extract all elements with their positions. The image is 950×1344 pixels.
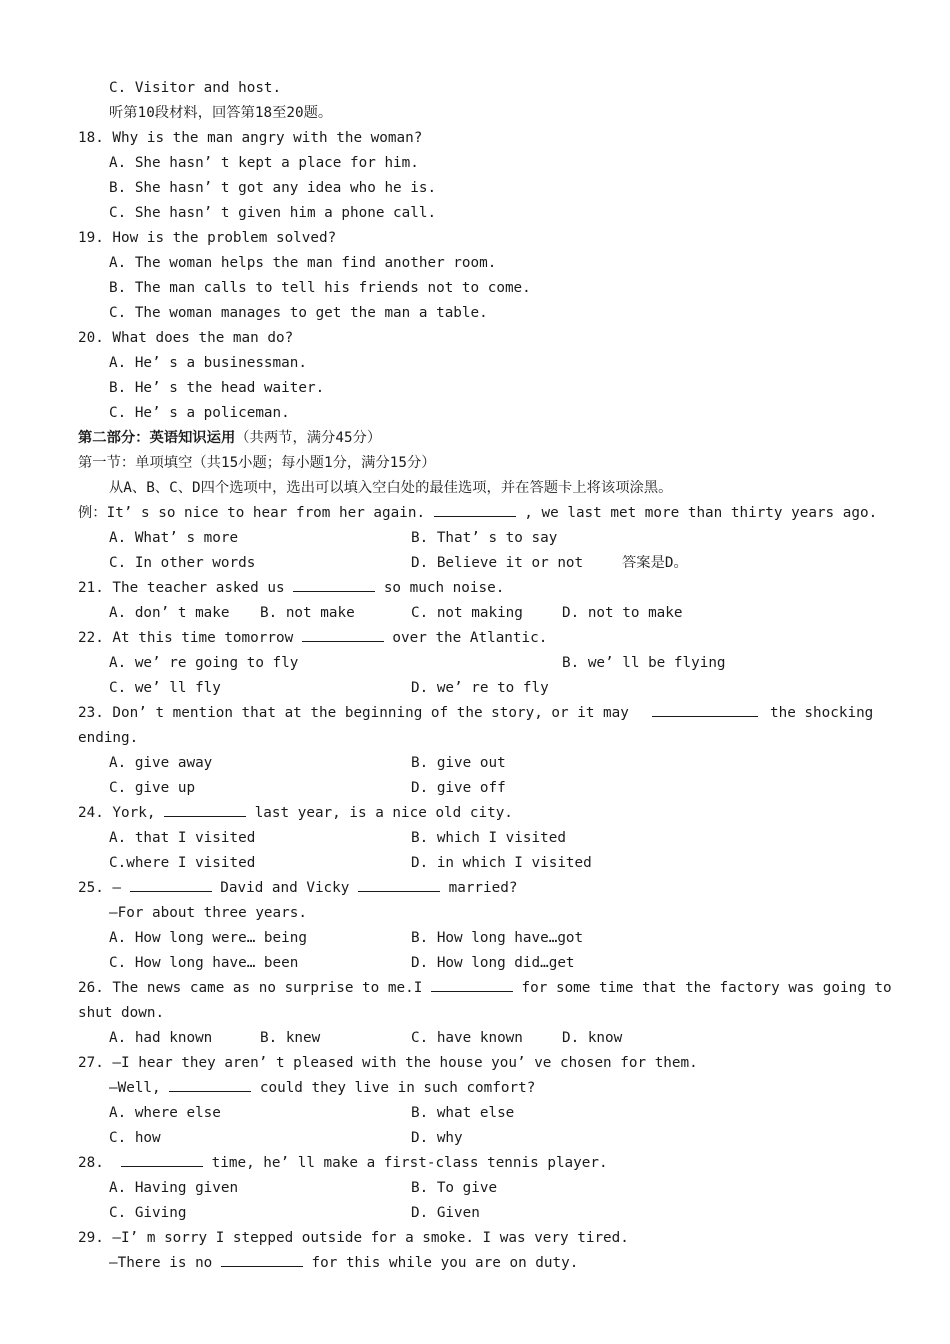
q26-stem-part1: 26. The news came as no surprise to me.I [78, 980, 423, 996]
q23-stem-part1: 23. Don’ t mention that at the beginning of the story, or it may [78, 705, 629, 721]
q24-stem-part2: last year, is a nice old city. [254, 805, 513, 821]
part-two-title: 第二部分：英语知识运用 [78, 430, 236, 446]
q19-option-b: B. The man calls to tell his friends not to come. [109, 280, 531, 296]
q25-reply: —For about three years. [109, 905, 307, 921]
q25-option-d: D. How long did…get [411, 955, 575, 971]
q21-stem-part1: 21. The teacher asked us [78, 580, 285, 596]
q21-option-b: B. not make [260, 605, 355, 621]
q27-option-d: D. why [411, 1130, 463, 1146]
part-two-header [78, 428, 381, 448]
example-stem [78, 503, 877, 523]
example-stem-part1: 例：It’ s so nice to hear from her again. [78, 505, 426, 521]
q27-option-b: B. what else [411, 1105, 515, 1121]
example-option-b: B. That’ s to say [411, 530, 558, 546]
q21-option-a: A. don’ t make [109, 605, 230, 621]
answer-blank [652, 703, 758, 717]
answer-blank [434, 503, 516, 517]
q24-stem [78, 803, 513, 823]
q19-stem: 19. How is the problem solved? [78, 230, 337, 246]
q22-stem-part1: 22. At this time tomorrow [78, 630, 294, 646]
answer-blank [130, 878, 212, 892]
section-one-header: 第一节：单项填空（共15小题；每小题1分，满分15分） [78, 455, 436, 471]
example-answer: 答案是D。 [622, 555, 688, 571]
answer-blank [431, 978, 513, 992]
q20-stem: 20. What does the man do? [78, 330, 294, 346]
q26-option-a: A. had known [109, 1030, 213, 1046]
q20-option-a: A. He’ s a businessman. [109, 355, 307, 371]
answer-blank [121, 1153, 203, 1167]
q23-option-d: D. give off [411, 780, 506, 796]
example-option-c: C. In other words [109, 555, 256, 571]
q25-stem-part3: married? [448, 880, 518, 896]
q28-stem [78, 1153, 608, 1173]
q24-option-c: C.where I visited [109, 855, 256, 871]
q25-option-b: B. How long have…got [411, 930, 584, 946]
q17-option-c: C. Visitor and host. [109, 80, 282, 96]
q26-stem-part2: for some time that the factory was going to [521, 980, 892, 996]
answer-blank [164, 803, 246, 817]
q24-option-a: A. that I visited [109, 830, 256, 846]
q22-option-c: C. we’ ll fly [109, 680, 221, 696]
q29-reply-part1: —There is no [109, 1255, 213, 1271]
q27-option-c: C. how [109, 1130, 161, 1146]
q25-stem-part1: 25. — [78, 880, 122, 896]
q27-reply-part1: —Well, [109, 1080, 161, 1096]
q19-option-c: C. The woman manages to get the man a table. [109, 305, 488, 321]
q20-option-c: C. He’ s a policeman. [109, 405, 290, 421]
q22-option-b: B. we’ ll be flying [562, 655, 726, 671]
q23-option-c: C. give up [109, 780, 196, 796]
q26-option-b: B. knew [260, 1030, 321, 1046]
q27-stem: 27. —I hear they aren’ t pleased with the house you’ ve chosen for them. [78, 1055, 698, 1071]
q23-stem [78, 703, 629, 723]
q28-stem-part1: 28. [78, 1155, 104, 1171]
q28-option-c: C. Giving [109, 1205, 187, 1221]
q23-stem-part3: ending. [78, 730, 139, 746]
q28-option-a: A. Having given [109, 1180, 239, 1196]
q21-stem [78, 578, 504, 598]
q23-stem-part2: the shocking [770, 705, 874, 721]
q22-stem-part2: over the Atlantic. [392, 630, 548, 646]
q26-option-d: D. know [562, 1030, 623, 1046]
q26-stem [78, 978, 892, 998]
q28-option-b: B. To give [411, 1180, 498, 1196]
q23-option-a: A. give away [109, 755, 213, 771]
q19-option-a: A. The woman helps the man find another room. [109, 255, 497, 271]
q26-option-c: C. have known [411, 1030, 523, 1046]
q24-option-d: D. in which I visited [411, 855, 592, 871]
example-option-d: D. Believe it or not [411, 555, 584, 571]
q23-option-b: B. give out [411, 755, 506, 771]
q22-option-d: D. we’ re to fly [411, 680, 549, 696]
q24-stem-part1: 24. York, [78, 805, 156, 821]
answer-blank [169, 1078, 251, 1092]
q18-option-c: C. She hasn’ t given him a phone call. [109, 205, 437, 221]
q18-option-a: A. She hasn’ t kept a place for him. [109, 155, 419, 171]
q21-stem-part2: so much noise. [383, 580, 505, 596]
part-two-score: （共两节，满分45分） [235, 430, 382, 446]
q28-option-d: D. Given [411, 1205, 480, 1221]
example-option-a: A. What’ s more [109, 530, 239, 546]
q23-blank-line [652, 703, 758, 723]
q25-option-c: C. How long have… been [109, 955, 299, 971]
answer-blank [358, 878, 440, 892]
q27-reply-part2: could they live in such comfort? [259, 1080, 536, 1096]
q29-stem: 29. —I’ m sorry I stepped outside for a smoke. I was very tired. [78, 1230, 629, 1246]
q29-reply-part2: for this while you are on duty. [311, 1255, 579, 1271]
answer-blank [302, 628, 384, 642]
example-stem-part2: , we last met more than thirty years ago. [524, 505, 878, 521]
listening-instruction: 听第10段材料，回答第18至20题。 [109, 105, 333, 121]
q18-option-b: B. She hasn’ t got any idea who he is. [109, 180, 437, 196]
q29-reply [109, 1253, 578, 1273]
q27-reply [109, 1078, 535, 1098]
q21-option-c: C. not making [411, 605, 523, 621]
q26-stem-part3: shut down. [78, 1005, 165, 1021]
q25-stem-part2: David and Vicky [220, 880, 350, 896]
q25-option-a: A. How long were… being [109, 930, 307, 946]
q24-option-b: B. which I visited [411, 830, 566, 846]
q20-option-b: B. He’ s the head waiter. [109, 380, 325, 396]
q25-stem [78, 878, 517, 898]
q22-stem [78, 628, 547, 648]
answer-blank [221, 1253, 303, 1267]
q28-stem-part2: time, he’ ll make a first-class tennis player. [211, 1155, 608, 1171]
q21-option-d: D. not to make [562, 605, 683, 621]
section-instruction: 从A、B、C、D四个选项中，选出可以填入空白处的最佳选项，并在答题卡上将该项涂黑。 [109, 480, 673, 496]
q22-option-a: A. we’ re going to fly [109, 655, 299, 671]
q18-stem: 18. Why is the man angry with the woman? [78, 130, 423, 146]
answer-blank [293, 578, 375, 592]
q27-option-a: A. where else [109, 1105, 221, 1121]
